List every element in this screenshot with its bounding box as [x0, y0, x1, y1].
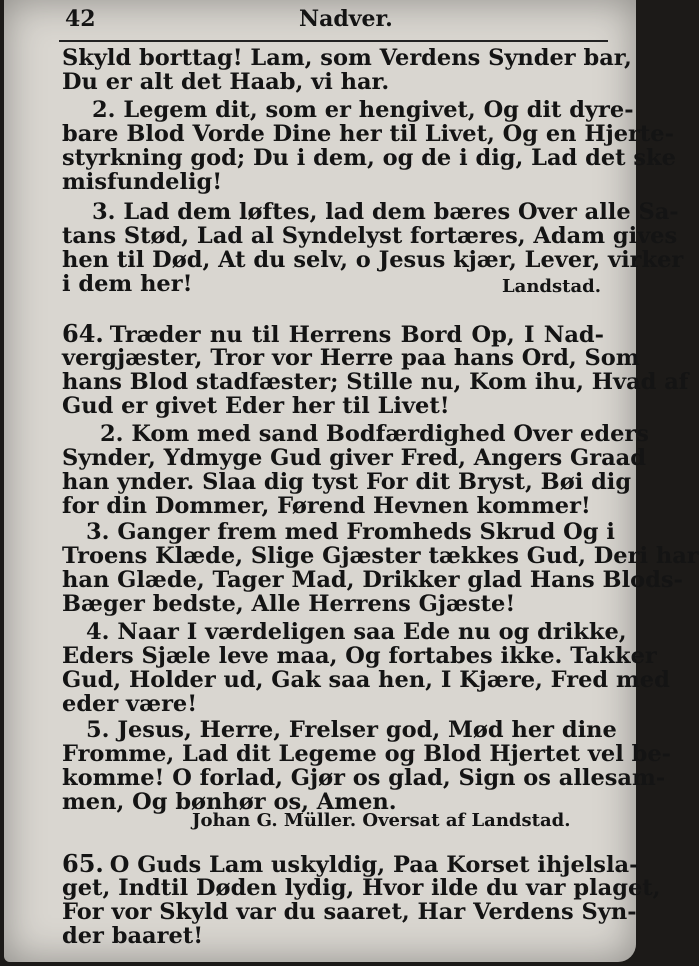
hymn-64-line: Bæger bedste, Alle Herrens Gjæste!	[62, 591, 516, 617]
hymn-63-line: i dem her!	[62, 271, 193, 297]
hymn-64-line: 5. Jesus, Herre, Frelser god, Mød her dine	[86, 717, 617, 743]
hymn-65-first-line	[62, 849, 639, 878]
hymn-63-line: tans Stød, Lad al Syndelyst fortæres, Adam gives	[62, 223, 678, 249]
hymn-64-first-line	[62, 319, 604, 348]
hymn-64-line: men, Og bønhør os, Amen.	[62, 789, 397, 815]
hymn-64-line: Synder, Ydmyge Gud giver Fred, Angers Graad	[62, 445, 646, 471]
hymn-64-line: Eders Sjæle leve maa, Og fortabes ikke. Takker	[62, 643, 657, 669]
hymn-63-line: styrkning god; Du i dem, og de i dig, Lad det ske	[62, 145, 676, 171]
hymn-64-attribution: Johan G. Müller. Oversat af Landstad.	[192, 810, 571, 831]
hymn-64-line: han ynder. Slaa dig tyst For dit Bryst, Bøi dig	[62, 469, 632, 495]
hymn-64-line: hans Blod stadfæster; Stille nu, Kom ihu, Hvad af	[62, 369, 689, 395]
hymn-64-line: for din Dommer, Førend Hevnen kommer!	[62, 493, 591, 519]
hymn-64-line: komme! O forlad, Gjør os glad, Sign os allesam-	[62, 765, 666, 791]
page-header	[59, 4, 608, 40]
hymn-64-line: eder være!	[62, 691, 198, 717]
hymn-64-line: Gud er givet Eder her til Livet!	[62, 393, 450, 419]
hymn-63-line: hen til Død, At du selv, o Jesus kjær, Lever, virker	[62, 247, 684, 273]
hymn-63-attribution: Landstad.	[502, 276, 601, 297]
hymn-number: 64.	[62, 319, 104, 348]
hymn-63-line: Skyld borttag! Lam, som Verdens Synder bar,	[62, 45, 632, 71]
hymn-64-line: Træder nu til Herrens Bord Op, I Nad-	[109, 322, 604, 348]
hymn-64-line: vergjæster, Tror vor Herre paa hans Ord, Som	[62, 345, 640, 371]
hymn-65-line: For vor Skyld var du saaret, Har Verdens Syn-	[62, 899, 637, 925]
hymn-65-line: der baaret!	[62, 923, 204, 949]
hymn-64-line: 4. Naar I værdeligen saa Ede nu og drikke,	[86, 619, 627, 645]
hymn-64-line: Fromme, Lad dit Legeme og Blod Hjertet vel be-	[62, 741, 672, 767]
header-rule	[59, 40, 608, 42]
hymn-65-line: get, Indtil Døden lydig, Hvor ilde du var plaget,	[62, 875, 661, 901]
hymn-64-line: Gud, Holder ud, Gak saa hen, I Kjære, Fred med	[62, 667, 670, 693]
hymn-64-line: 3. Ganger frem med Fromheds Skrud Og i	[86, 519, 615, 545]
hymn-63-line: 2. Legem dit, som er hengivet, Og dit dyre-	[92, 97, 634, 123]
hymn-63-line: misfundelig!	[62, 169, 223, 195]
book-page	[4, 0, 699, 962]
page-number: 42	[65, 6, 96, 32]
hymn-63-line: 3. Lad dem løftes, lad dem bæres Over alle Sa-	[92, 199, 679, 225]
hymn-number: 65.	[62, 849, 104, 878]
hymn-64-line: han Glæde, Tager Mad, Drikker glad Hans Blods-	[62, 567, 683, 593]
hymn-64-line: 2. Kom med sand Bodfærdighed Over eders	[100, 421, 649, 447]
hymn-63-line: Du er alt det Haab, vi har.	[62, 69, 390, 95]
hymn-63-line: bare Blod Vorde Dine her til Livet, Og en Hjerte-	[62, 121, 674, 147]
hymn-65-line: O Guds Lam uskyldig, Paa Korset ihjelsla-	[109, 852, 639, 878]
running-title: Nadver.	[299, 6, 393, 32]
hymn-64-line: Troens Klæde, Slige Gjæster tækkes Gud, Deri har	[62, 543, 699, 569]
